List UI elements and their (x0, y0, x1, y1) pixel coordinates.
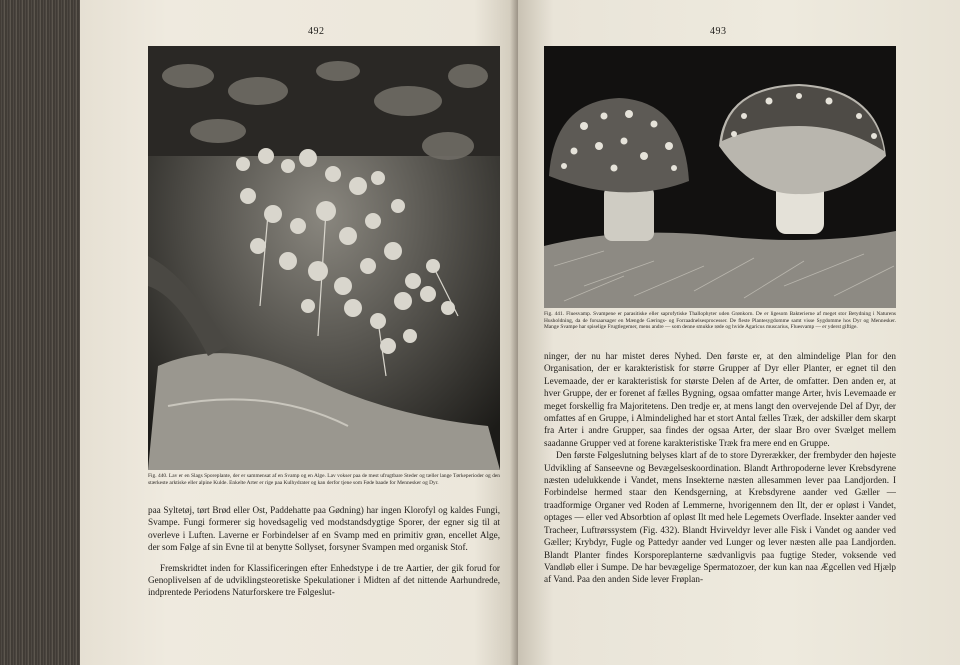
left-figure-caption: Fig. 440. Lav er en Slags Sporeplante, der er sammensat af en Svamp og en Alge. Lav vokser paa de mest ufrugtbare Steder og tæller lange Tørkeperioder og den stærkeste arktiske eller alpine Kulde. Enkelte Arter er rige paa Kulhydrater og kan derfor tjene som Føde baade for Mennesker og Dyr. (148, 473, 500, 486)
right-paragraph-1: ninger, der nu har mistet deres Nyhed. Den første er, at den almindelige Plan for den Organisation, der er karakteristisk for større Grupper af Dyr eller Planter, er egnet til den Levemaade, der er karakteristisk for største Delen af de Arter, de omfatter. Den anden er, at hver Gruppe, der er forenet af fælles Bygning, ogsaa omfatter mange Arter, hvis Levemaade er meget forskellig fra Majoritetens. Den tredje er, at mens langt den overvejende Del af Dyr, der omfattes af en Gruppe, i Almindelighed har et stort Antal fælles Træk, der adskiller dem skarpt fra Arter i andre Grupper, saa findes der ogsaa Arter, der slaar Bro over Svælget mellem saadanne Grupper ved at forene karakteristiske Træk fra mere end en Gruppe. (544, 351, 896, 448)
right-body-text (544, 350, 896, 586)
left-paragraph-2: Fremskridtet inden for Klassificeringen efter Enhedstype i de tre Aartier, der gik forud for Genoplivelsen af de udviklingsteoretiske Spekulationer i Midten af det nittende Aarhundrede, indprentede Periodens Naturforskere tre Følgeslut- (148, 562, 500, 598)
right-page-number: 493 (710, 26, 727, 37)
lichen-photo (148, 46, 500, 470)
fly-agaric-photo (544, 46, 896, 308)
book-page-edges (0, 0, 90, 665)
left-paragraph-1: paa Syltetøj, tørt Brød eller Ost, Paddehatte paa Gødning) har ingen Klorofyl og kaldes Fungi, Svampe. Fungi formerer sig hovedsagelig ved modstandsdygtige Sporer, der egner sig til at overleve i Luften. Laverne er Forbindelser af en Svamp med en primitiv grøn, encellet Alge, der som Følge af sin Evne til at benytte Sollyset, forsyner Svampen med organisk Stof. (148, 505, 500, 553)
right-page (518, 0, 960, 665)
left-page-number: 492 (308, 26, 325, 37)
left-page (80, 0, 518, 665)
left-body-text (148, 504, 500, 599)
right-figure-caption: Fig. 441. Fluesvamp. Svampene er parasitiske eller saprofytiske Thallophyter uden Grønkorn. De er ligesom Bakterierne af meget stor Betydning i Naturens Husholdning, da de forsaarsager en Mængde Gærings- og Forraadnelsesprocesser. De fleste Plantesygdomme samt visse Sygdomme hos Dyr og Mennesker. Mange Svampe har spiselige Frugtlegemer, mens andre — som denne smukke røde og hvide Agaricus muscarius, Fluesvamp — er yderst giftige. (544, 311, 896, 331)
right-paragraph-2: Den første Følgeslutning belyses klart af de to store Dyrerækker, der frembyder den højeste Udvikling af Sanseevne og Bevægelseskoordination. Blandt Arthropoderne lever Krebsdyrene næsten udelukkende i Vandet, mens Insekterne næsten allesammen lever paa Landjorden. I Forbindelse hermed staar den Kendsgerning, at Krebsdyrene aander ved Gæller — traadformige Organer ved Roden af Lemmerne, hvorigennem den Ilt, der er opløst i Vandet, optages — eller ved Absorbtion af opløst Ilt med hele Legemets Overflade. Insekter aander ved Tracheer, Luftrørssystem (Fig. 432). Blandt Hvirveldyr lever alle Fisk i Vandet og aander ved Gæller; Krybdyr, Fugle og Pattedyr aander ved Lunger og lever næsten alle paa Landjorden. Blandt Planter findes Korsporeplanterne sædvanligvis paa fugtige Steder, voksende ved Vandløb eller i Sumpe. De har bevægelige Spermatozoer, der kun kan naa Ægcellen ved Hjælp af Vand. Paa den anden Side lever Frøplan- (544, 450, 896, 585)
